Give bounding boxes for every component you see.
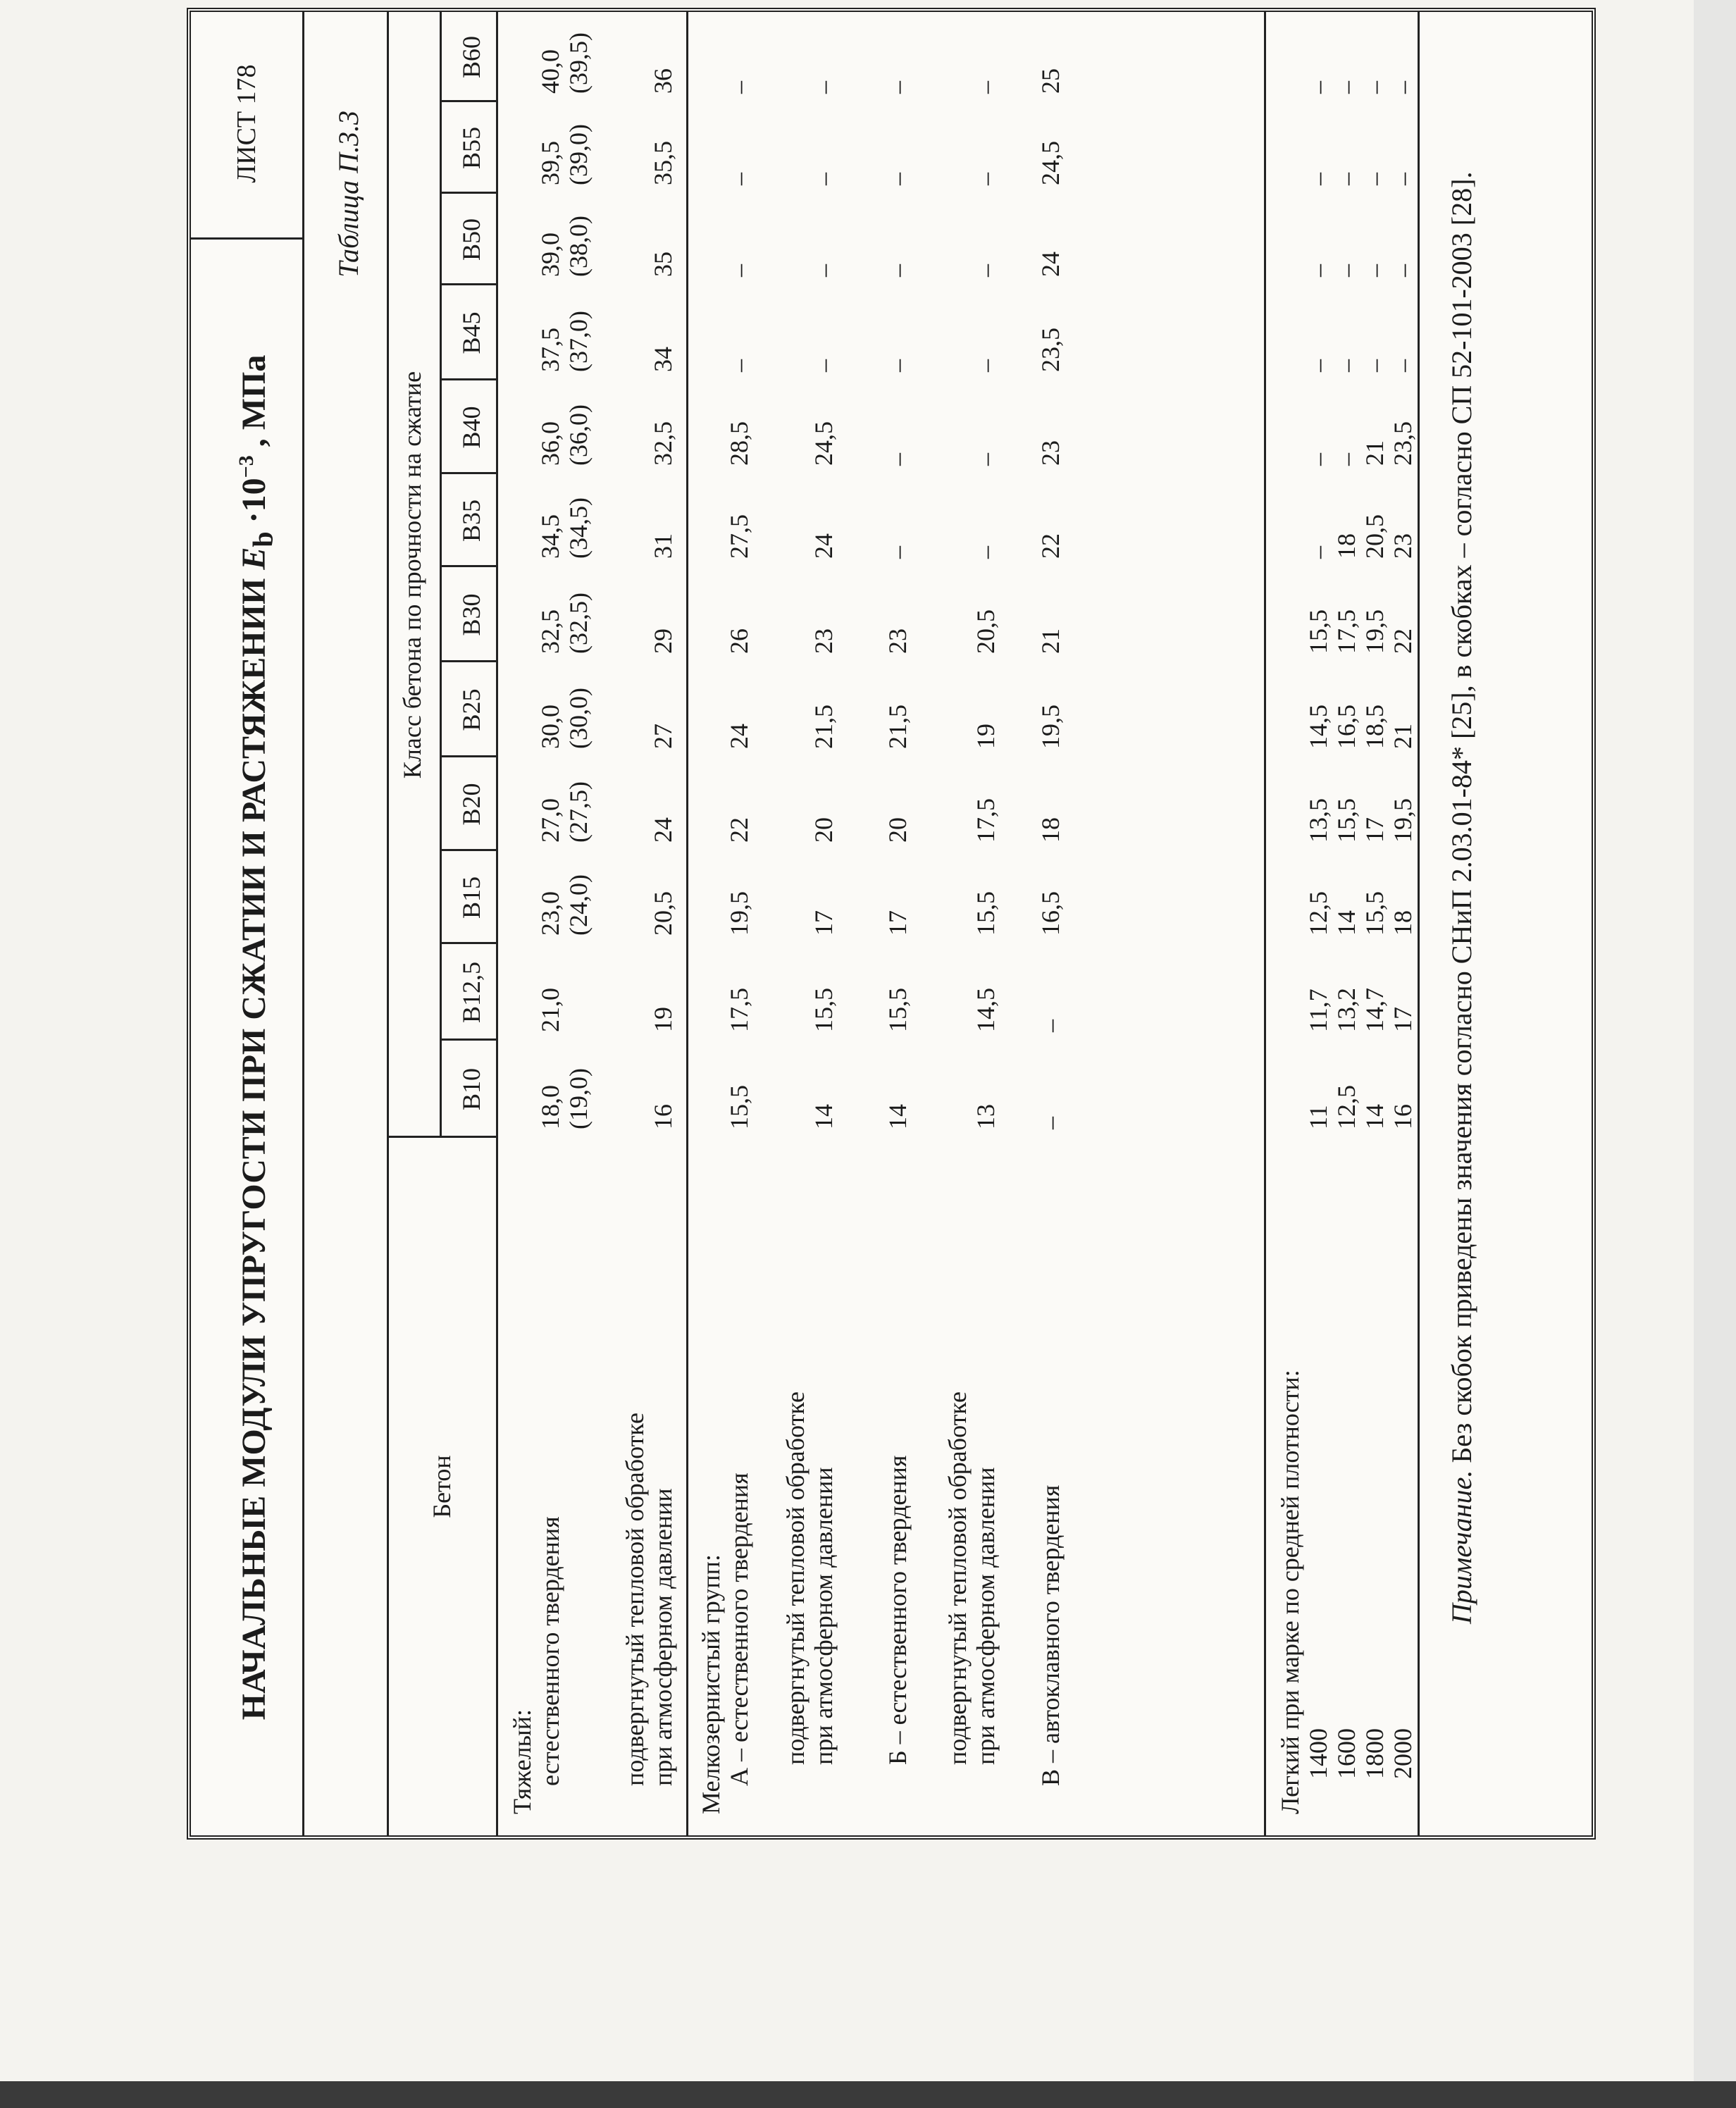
class-divider-5 bbox=[440, 660, 496, 662]
class-header-b25: B25 bbox=[457, 688, 485, 731]
heavy-natural-bracket-cell: (38,0) bbox=[564, 216, 593, 277]
light-heading: Легкий при марке по средней плотности: bbox=[1276, 1370, 1304, 1814]
class-divider-7 bbox=[440, 472, 496, 474]
class-divider-9 bbox=[440, 283, 496, 285]
fine-b-cell: 14 bbox=[884, 1104, 912, 1129]
fine-b-heat-label-1: подвергнутый тепловой обработке bbox=[943, 1391, 972, 1765]
light-1600-cell: – bbox=[1332, 264, 1360, 277]
heavy-natural-bracket-cell: (39,0) bbox=[564, 124, 593, 185]
light-2000-cell: 23,5 bbox=[1389, 421, 1417, 466]
heavy-natural-cell: 37,5 bbox=[536, 328, 564, 372]
light-1600-cell: 16,5 bbox=[1332, 705, 1360, 749]
light-2000-cell: – bbox=[1389, 81, 1417, 94]
light-1800-cell: – bbox=[1360, 81, 1389, 94]
class-header-b12-5: B12,5 bbox=[457, 962, 485, 1024]
fine-b-cell: – bbox=[884, 81, 912, 94]
light-1800-cell: 15,5 bbox=[1360, 891, 1389, 936]
fine-a-cell: – bbox=[725, 173, 753, 185]
class-divider-1 bbox=[440, 1038, 496, 1041]
heavy-natural-cell: 30,0 bbox=[536, 705, 564, 749]
light-1400-cell: 14,5 bbox=[1304, 705, 1332, 749]
section-rule-fine bbox=[686, 12, 688, 1835]
heavy-natural-cell: 23,0 bbox=[536, 891, 564, 936]
light-2000-cell: 21 bbox=[1389, 724, 1417, 749]
title-unit: , МПа bbox=[235, 354, 273, 456]
heavy-heat-cell: 31 bbox=[649, 533, 677, 559]
light-1800-cell: 14 bbox=[1360, 1104, 1389, 1129]
light-1400-cell: – bbox=[1304, 359, 1332, 372]
heavy-natural-bracket-cell: (32,5) bbox=[564, 593, 593, 654]
fine-a-cell: – bbox=[725, 81, 753, 94]
light-1400-cell: 11 bbox=[1304, 1105, 1332, 1129]
light-1600-cell: 15,5 bbox=[1332, 798, 1360, 843]
heavy-heat-cell: 35 bbox=[649, 252, 677, 277]
title-bar bbox=[191, 12, 304, 1835]
fine-b-heat-cell: – bbox=[972, 173, 1000, 185]
modulus-table bbox=[387, 12, 1420, 1835]
class-header-b50: B50 bbox=[457, 218, 485, 261]
heavy-heat-cell: 34 bbox=[649, 347, 677, 372]
note-label: Примечание. bbox=[1446, 1470, 1477, 1624]
class-divider-4 bbox=[440, 755, 496, 757]
heavy-natural-cell: 39,5 bbox=[536, 141, 564, 185]
header-class-group: Класс бетона по прочности на сжатие bbox=[398, 371, 426, 779]
fine-b-heat-cell: – bbox=[972, 264, 1000, 277]
light-2000-cell: – bbox=[1389, 359, 1417, 372]
section-rule-light bbox=[1264, 12, 1266, 1835]
fine-a-heat-cell: – bbox=[810, 264, 838, 277]
light-1600-cell: 13,2 bbox=[1332, 988, 1360, 1032]
class-header-b30: B30 bbox=[457, 593, 485, 636]
table-note bbox=[1445, 172, 1478, 1624]
fine-v-cell: 24 bbox=[1036, 252, 1065, 277]
fine-heading: Мелкозернистый групп: bbox=[697, 1554, 725, 1814]
class-divider-3 bbox=[440, 849, 496, 851]
heavy-heat-cell: 35,5 bbox=[649, 141, 677, 185]
class-divider-6 bbox=[440, 565, 496, 567]
header-bottom-rule bbox=[496, 12, 498, 1835]
heavy-heat-cell: 16 bbox=[649, 1104, 677, 1129]
fine-a-cell: 28,5 bbox=[725, 421, 753, 466]
light-1400-cell: 13,5 bbox=[1304, 798, 1332, 843]
heavy-natural-cell: 39,0 bbox=[536, 232, 564, 277]
fine-v-cell: – bbox=[1036, 1019, 1065, 1032]
heavy-natural-cell: 27,0 bbox=[536, 798, 564, 843]
fine-a-heat-cell: – bbox=[810, 359, 838, 372]
heavy-heat-label-1: подвергнутый тепловой обработке bbox=[621, 1413, 649, 1786]
fine-a-heat-cell: 17 bbox=[810, 910, 838, 936]
heavy-natural-bracket-cell: (27,5) bbox=[564, 781, 593, 843]
fine-v-cell: 23,5 bbox=[1036, 328, 1065, 372]
heavy-heat-label-2: при атмосферном давлении bbox=[649, 1488, 677, 1786]
fine-b-heat-cell: 15,5 bbox=[972, 891, 1000, 936]
fine-a-heat-cell: 21,5 bbox=[810, 705, 838, 749]
table-top-rule bbox=[387, 12, 389, 1835]
light-1400-cell: – bbox=[1304, 546, 1332, 559]
note-text: Без скобок приведены значения согласно СНиП 2.03.01-84* [25], в скобках – согласно СП 52-101-2003 [28]. bbox=[1446, 171, 1477, 1470]
table-label: Таблица П.3.3 bbox=[333, 111, 364, 278]
class-header-b55: B55 bbox=[457, 127, 485, 170]
fine-a-cell: 24 bbox=[725, 724, 753, 749]
light-1800-cell: – bbox=[1360, 173, 1389, 185]
light-1600-cell: – bbox=[1332, 173, 1360, 185]
light-1800-cell: – bbox=[1360, 359, 1389, 372]
title-symbol: E bbox=[235, 547, 273, 570]
title-factor: ·10 bbox=[235, 478, 273, 532]
class-header-b45: B45 bbox=[457, 311, 485, 354]
light-label-2000: 2000 bbox=[1389, 1728, 1417, 1779]
fine-a-heat-cell: 23 bbox=[810, 628, 838, 654]
light-1400-cell: – bbox=[1304, 453, 1332, 466]
fine-b-cell: 20 bbox=[884, 817, 912, 843]
light-1800-cell: 18,5 bbox=[1360, 705, 1389, 749]
fine-b-heat-cell: – bbox=[972, 546, 1000, 559]
title-main: НАЧАЛЬНЫЕ МОДУЛИ УПРУГОСТИ ПРИ СЖАТИИ И РАСТЯЖЕНИИ bbox=[235, 569, 273, 1720]
fine-v-cell: 18 bbox=[1036, 817, 1065, 843]
heavy-heat-cell: 20,5 bbox=[649, 891, 677, 936]
fine-a-cell: 17,5 bbox=[725, 988, 753, 1032]
fine-v-label: В – автоклавного твердения bbox=[1036, 1484, 1065, 1786]
fine-v-cell: 16,5 bbox=[1036, 891, 1065, 936]
fine-b-cell: – bbox=[884, 264, 912, 277]
class-divider-11 bbox=[440, 100, 496, 102]
fine-v-cell: 23 bbox=[1036, 440, 1065, 466]
fine-b-heat-cell: 17,5 bbox=[972, 798, 1000, 843]
light-1600-cell: 18 bbox=[1332, 533, 1360, 559]
heavy-natural-cell: 40,0 bbox=[536, 49, 564, 94]
fine-b-cell: 23 bbox=[884, 628, 912, 654]
light-1600-cell: – bbox=[1332, 453, 1360, 466]
heavy-heat-cell: 29 bbox=[649, 628, 677, 654]
fine-b-heat-cell: – bbox=[972, 81, 1000, 94]
light-label-1600: 1600 bbox=[1332, 1728, 1360, 1779]
fine-a-heat-cell: – bbox=[810, 81, 838, 94]
fine-a-cell: – bbox=[725, 264, 753, 277]
light-label-1400: 1400 bbox=[1304, 1728, 1332, 1779]
heavy-natural-cell: 18,0 bbox=[536, 1085, 564, 1129]
light-1400-cell: – bbox=[1304, 264, 1332, 277]
light-1600-cell: 12,5 bbox=[1332, 1085, 1360, 1129]
fine-b-cell: – bbox=[884, 453, 912, 466]
class-header-b60: B60 bbox=[457, 36, 485, 79]
fine-a-cell: 19,5 bbox=[725, 891, 753, 936]
heavy-heat-cell: 24 bbox=[649, 817, 677, 843]
heavy-heat-cell: 32,5 bbox=[649, 421, 677, 466]
heavy-natural-bracket-cell: (19,0) bbox=[564, 1068, 593, 1129]
fine-a-heat-cell: – bbox=[810, 173, 838, 185]
light-1400-cell: 15,5 bbox=[1304, 609, 1332, 654]
light-1400-cell: – bbox=[1304, 173, 1332, 185]
fine-b-cell: – bbox=[884, 173, 912, 185]
light-2000-cell: – bbox=[1389, 264, 1417, 277]
fine-a-heat-label-2: при атмосферном давлении bbox=[810, 1467, 838, 1765]
class-divider-2 bbox=[440, 942, 496, 944]
heavy-natural-label: естественного твердения bbox=[536, 1516, 564, 1786]
light-2000-cell: 22 bbox=[1389, 628, 1417, 654]
fine-b-heat-label-2: при атмосферном давлении bbox=[972, 1467, 1000, 1765]
heavy-natural-bracket-cell: (37,0) bbox=[564, 311, 593, 372]
fine-a-heat-cell: 24,5 bbox=[810, 421, 838, 466]
fine-v-cell: 25 bbox=[1036, 68, 1065, 94]
class-header-b20: B20 bbox=[457, 783, 485, 826]
light-1400-cell: 11,7 bbox=[1304, 988, 1332, 1032]
fine-a-heat-cell: 24 bbox=[810, 533, 838, 559]
class-header-b40: B40 bbox=[457, 406, 485, 449]
light-2000-cell: 19,5 bbox=[1389, 798, 1417, 843]
heavy-heat-cell: 27 bbox=[649, 724, 677, 749]
light-1600-cell: 17,5 bbox=[1332, 609, 1360, 654]
class-header-b15: B15 bbox=[457, 876, 485, 919]
light-label-1800: 1800 bbox=[1360, 1728, 1389, 1779]
heavy-natural-bracket-cell: (24,0) bbox=[564, 874, 593, 936]
fine-v-cell: – bbox=[1036, 1117, 1065, 1129]
sheet-number: ЛИСТ 178 bbox=[191, 10, 302, 240]
heavy-natural-cell: 36,0 bbox=[536, 421, 564, 466]
light-1800-cell: 20,5 bbox=[1360, 514, 1389, 559]
light-1400-cell: – bbox=[1304, 81, 1332, 94]
class-divider-8 bbox=[440, 378, 496, 380]
heavy-natural-bracket-cell: (30,0) bbox=[564, 688, 593, 749]
fine-b-cell: 15,5 bbox=[884, 988, 912, 1032]
fine-v-cell: 24,5 bbox=[1036, 141, 1065, 185]
light-1400-cell: 12,5 bbox=[1304, 891, 1332, 936]
fine-a-heat-cell: 14 bbox=[810, 1104, 838, 1129]
class-header-b35: B35 bbox=[457, 500, 485, 542]
light-2000-cell: 17 bbox=[1389, 1007, 1417, 1032]
fine-a-label: А – естественного твердения bbox=[725, 1472, 753, 1786]
fine-b-heat-cell: – bbox=[972, 359, 1000, 372]
light-1800-cell: 14,7 bbox=[1360, 988, 1389, 1032]
fine-b-heat-cell: – bbox=[972, 453, 1000, 466]
header-concrete: Бетон bbox=[428, 1455, 456, 1518]
table-title bbox=[191, 240, 302, 1835]
heavy-natural-bracket-cell: (39,5) bbox=[564, 32, 593, 94]
fine-b-heat-cell: 20,5 bbox=[972, 609, 1000, 654]
fine-b-cell: 21,5 bbox=[884, 705, 912, 749]
fine-a-cell: 22 bbox=[725, 817, 753, 843]
class-group-rule bbox=[440, 12, 442, 1138]
fine-a-heat-cell: 20 bbox=[810, 817, 838, 843]
light-1600-cell: 14 bbox=[1332, 910, 1360, 936]
heavy-natural-bracket-cell: (36,0) bbox=[564, 404, 593, 466]
light-2000-cell: 16 bbox=[1389, 1104, 1417, 1129]
fine-b-cell: 17 bbox=[884, 910, 912, 936]
fine-b-label: Б – естественного твердения bbox=[884, 1455, 912, 1765]
fine-a-cell: 26 bbox=[725, 628, 753, 654]
fine-v-cell: 21 bbox=[1036, 628, 1065, 654]
fine-a-cell: 15,5 bbox=[725, 1085, 753, 1129]
fine-v-cell: 19,5 bbox=[1036, 705, 1065, 749]
table-bottom-rule bbox=[1418, 12, 1420, 1835]
light-1800-cell: 17 bbox=[1360, 817, 1389, 843]
heavy-natural-cell: 32,5 bbox=[536, 609, 564, 654]
title-symbol-sub: b bbox=[247, 531, 279, 547]
light-1600-cell: – bbox=[1332, 359, 1360, 372]
heavy-heat-cell: 19 bbox=[649, 1007, 677, 1032]
fine-a-cell: – bbox=[725, 359, 753, 372]
document-sheet bbox=[187, 8, 1596, 1840]
fine-a-cell: 27,5 bbox=[725, 514, 753, 559]
class-divider-10 bbox=[440, 192, 496, 194]
fine-b-heat-cell: 19 bbox=[972, 724, 1000, 749]
title-exponent: −3 bbox=[235, 455, 258, 478]
fine-v-cell: 22 bbox=[1036, 533, 1065, 559]
fine-b-cell: – bbox=[884, 546, 912, 559]
light-2000-cell: 23 bbox=[1389, 533, 1417, 559]
heavy-heat-cell: 36 bbox=[649, 68, 677, 94]
fine-b-heat-cell: 13 bbox=[972, 1104, 1000, 1129]
heavy-natural-bracket-cell: (34,5) bbox=[564, 497, 593, 559]
fine-a-heat-cell: 15,5 bbox=[810, 988, 838, 1032]
heavy-heading: Тяжелый: bbox=[508, 1709, 536, 1814]
light-1800-cell: 19,5 bbox=[1360, 609, 1389, 654]
fine-b-heat-cell: 14,5 bbox=[972, 988, 1000, 1032]
heavy-natural-cell: 34,5 bbox=[536, 514, 564, 559]
scan-bottom-strip bbox=[0, 2081, 1736, 2108]
fine-a-heat-label-1: подвергнутый тепловой обработке bbox=[781, 1391, 810, 1765]
light-2000-cell: – bbox=[1389, 173, 1417, 185]
scan-edge-shade bbox=[1694, 0, 1736, 2108]
light-1800-cell: – bbox=[1360, 264, 1389, 277]
class-header-b10: B10 bbox=[457, 1068, 485, 1111]
light-1600-cell: – bbox=[1332, 81, 1360, 94]
fine-b-cell: – bbox=[884, 359, 912, 372]
heavy-natural-cell: 21,0 bbox=[536, 988, 564, 1032]
light-1800-cell: 21 bbox=[1360, 440, 1389, 466]
light-2000-cell: 18 bbox=[1389, 910, 1417, 936]
